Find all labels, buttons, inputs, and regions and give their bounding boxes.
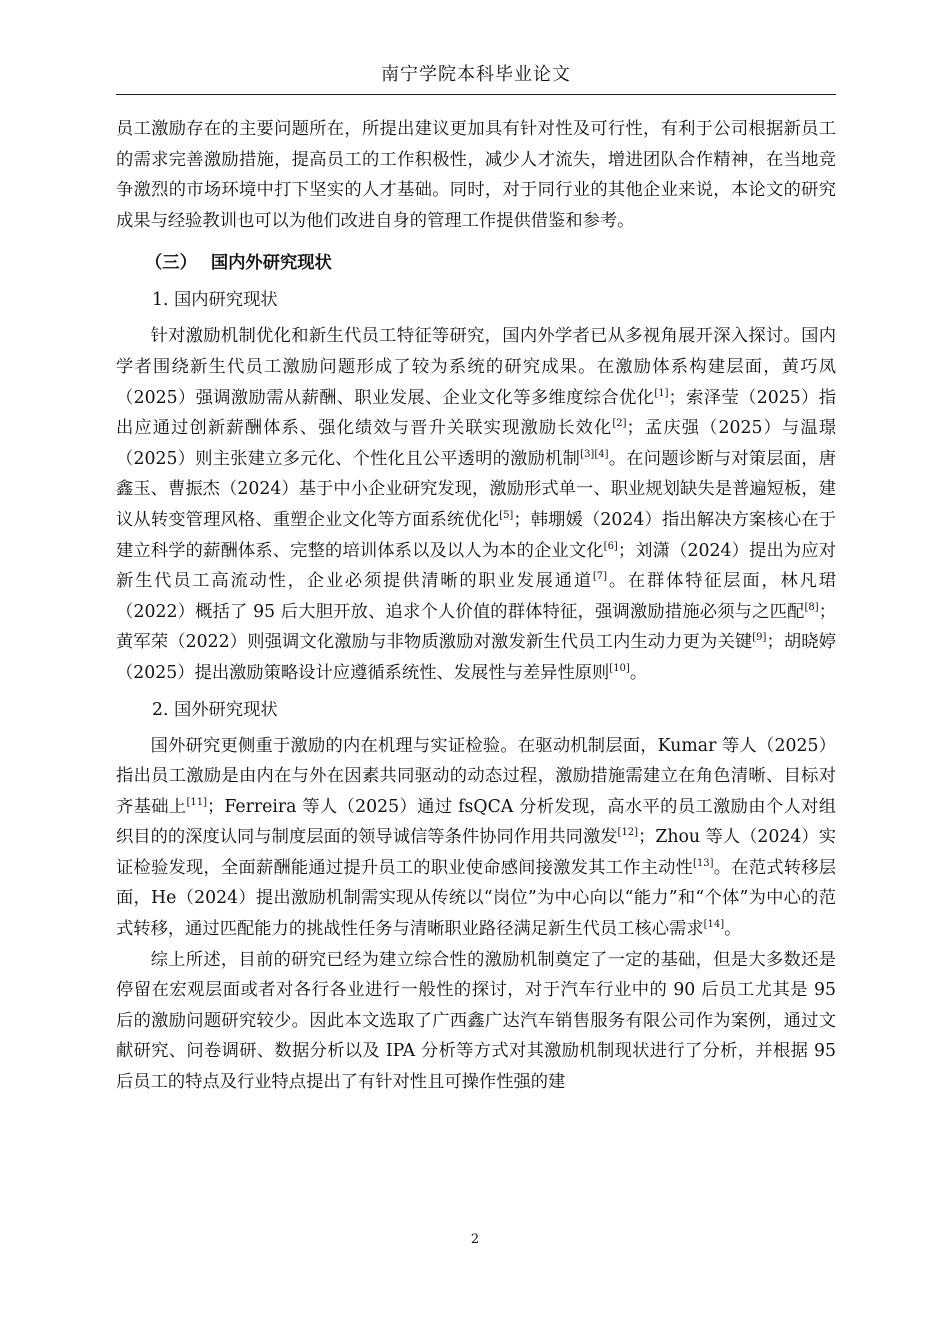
citation: [5] [499, 510, 514, 522]
text-run: 国外研究更侧重于激励的内在机理与实证检验。在驱动机制层面，Kumar 等人（2025）指出员工激励是由内在与外在因素共同驱动的动态过程，激励措施需建立在角色清晰、目标对齐基础上 [116, 735, 836, 817]
text-run: ；韩堋媛（2024）指出解决方案核心在于建立科学的薪酬体系、完整的培训体系以及以人为本的企业文化 [116, 509, 836, 561]
citation: [8] [804, 601, 819, 613]
foreign-paragraph [116, 731, 836, 945]
citation: [9] [752, 632, 767, 644]
text-run: 。 [629, 662, 648, 683]
section-title: 国内外研究现状 [210, 253, 332, 274]
summary-paragraph: 综上所述，目前的研究已经为建立综合性的激励机制奠定了一定的基础，但是大多数还是停留在宏观层面或者对各行各业进行一般性的探讨，对于汽车行业中的 90 后员工尤其是 95 后的激励问题研究较少。因此本文选取了广西鑫广达汽车销售服务有限公司作为案例，通过文献研究、问卷调研、数据分析以及 IPA 分析等方式对其激励机制现状进行了分析，并根据 95 后员工的特点及行业特点提出了有针对性且可操作性强的建 [116, 949, 836, 1093]
text-run: 。在范式转移层面，He（2024）提出激励机制需实现从传统以“岗位”为中心向以“能力”和“个体”为中心的范式转移，通过匹配能力的挑战性任务与清晰职业路径满足新生代员工核心需求 [116, 857, 836, 940]
citation: [11] [186, 796, 208, 808]
citation: [7] [592, 571, 608, 583]
subsection-heading-foreign: 2. 国外研究现状 [152, 699, 278, 720]
text-run: 。在群体特征层面，林凡珺（2022）概括了 95 后大胆开放、追求个人价值的群体特征，强调激励措施必须与之匹配 [116, 571, 836, 622]
body-text [116, 114, 836, 1098]
text-run: 。在问题诊断与对策层面，唐鑫玉、曹振杰（2024）基于中小企业研究发现，激励形式单一、职业规划缺失是普遍短板，建议从转变管理风格、重塑企业文化等方面系统优化 [116, 448, 836, 530]
text-run: ；胡晓婷（2025）提出激励策略设计应遵循系统性、发展性与差异性原则 [116, 632, 836, 683]
running-header: 南宁学院本科毕业论文 [381, 64, 571, 85]
citation: [14] [703, 919, 725, 931]
text-run: ；黄军荣（2022）则强调文化激励与非物质激励对激发新生代员工内生动力更为关键 [116, 601, 836, 653]
text-run: ；孟庆强（2025）与温璟（2025）则主张建立多元化、个性化且公平透明的激励机制 [116, 418, 836, 469]
text-run: ；索泽莹（2025）指出应通过创新薪酬体系、强化绩效与晋升关联实现激励长效化 [116, 387, 836, 439]
domestic-paragraph [116, 321, 836, 688]
section-heading [116, 248, 836, 278]
citation: [10] [609, 663, 630, 675]
text-run: ；刘潇（2024）提出为应对新生代员工高流动性，企业必须提供清晰的职业发展通道 [116, 540, 836, 592]
citation: [2] [612, 418, 627, 430]
text-run: 。 [724, 919, 742, 940]
citation: [6] [603, 540, 618, 552]
text-run: ；Zhou 等人（2024）实证检验发现，全面薪酬能通过提升员工的职业使命感间接激发其工作主动性 [116, 827, 836, 878]
header-divider [116, 94, 836, 95]
citation: [3][4] [580, 448, 609, 460]
text-run: 针对激励机制优化和新生代员工特征等研究，国内外学者已从多视角展开深入探讨。国内学者围绕新生代员工激励问题形成了较为系统的研究成果。在激励体系构建层面，黄巧凤（2025）强调激励需从薪酬、职业发展、企业文化等多维度综合优化 [116, 326, 836, 408]
text-run: ；Ferreira 等人（2025）通过 fsQCA 分析发现，高水平的员工激励由个人对组织目的的深度认同与制度层面的领导诚信等条件协同作用共同激发 [116, 796, 836, 848]
intro-paragraph: 员工激励存在的主要问题所在，所提出建议更加具有针对性及可行性，有利于公司根据新员工的需求完善激励措施，提高员工的工作积极性，减少人才流失，增进团队合作精神，在当地竞争激烈的市场环境中打下坚实的人才基础。同时，对于同行业的其他企业来说，本论文的研究成果与经验教训也可以为他们改进自身的管理工作提供借鉴和参考。 [116, 119, 836, 231]
section-number: （三） [145, 253, 197, 274]
page-number: 2 [470, 1232, 480, 1247]
citation: [13] [693, 858, 714, 870]
citation: [1] [654, 387, 669, 399]
subsection-heading-domestic: 1. 国内研究现状 [152, 290, 278, 311]
citation: [12] [617, 827, 639, 839]
